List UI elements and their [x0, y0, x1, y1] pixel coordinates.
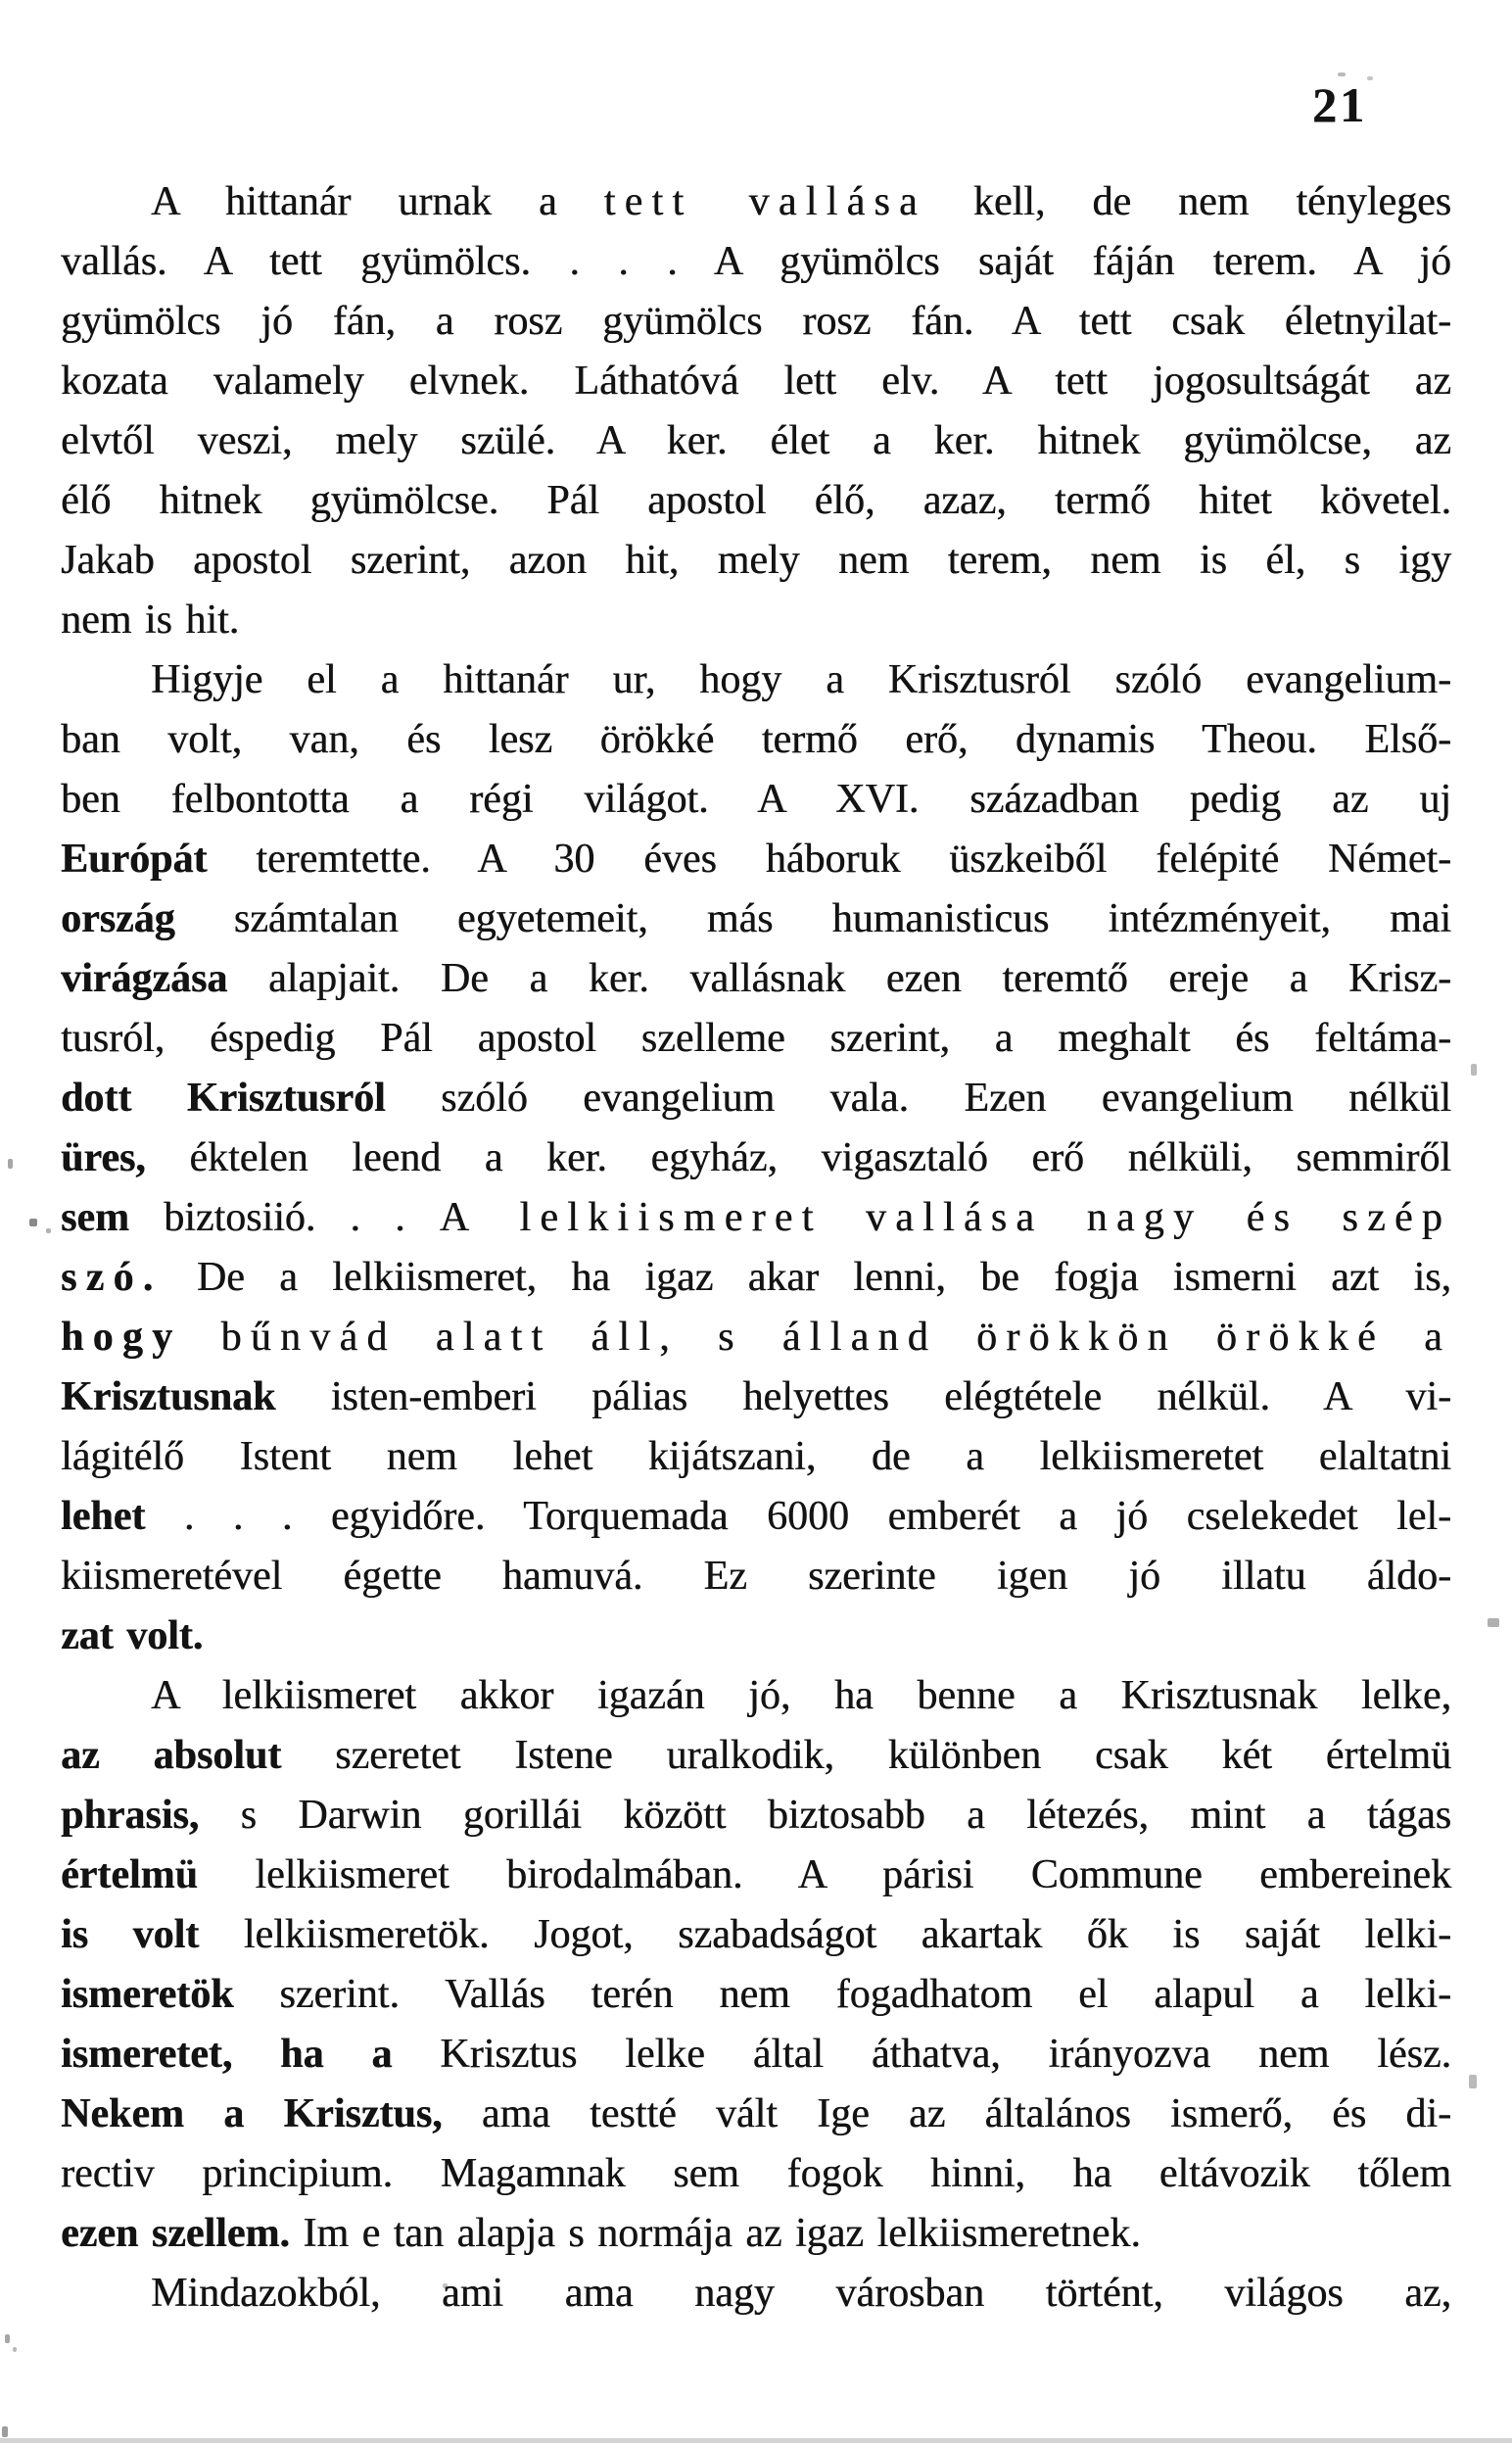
- text-segment: üres,: [61, 1135, 146, 1180]
- text-line: [61, 411, 1451, 471]
- text-segment: is volt: [61, 1912, 200, 1957]
- text-segment: lágitélő Istent nem lehet kijátszani, de a lelkiismeretet elaltatni: [61, 1434, 1451, 1479]
- text-segment: kozata valamely elvnek. Láthatóvá lett elv. A tett jogosultságát az: [61, 359, 1451, 404]
- text-line: [61, 830, 1451, 889]
- text-line: [61, 232, 1451, 292]
- text-segment: Mindazokból, ami ama nagy városban történt, világos az,: [151, 2271, 1451, 2316]
- text-segment: tett vallása: [603, 179, 926, 224]
- text-line: [61, 889, 1451, 949]
- scan-speck: [443, 2283, 448, 2288]
- text-line: [61, 1367, 1451, 1427]
- text-segment: ismeretet, ha a: [61, 2032, 393, 2077]
- scan-speck: [1471, 1064, 1477, 1076]
- text-line: [61, 1308, 1451, 1367]
- text-segment: ismeretök: [61, 1972, 234, 2017]
- text-line: [61, 2085, 1451, 2144]
- text-segment: phrasis,: [61, 1793, 200, 1838]
- text-segment: Higyje el a hittanár ur, hogy a Krisztusról szóló evangelium-: [151, 657, 1451, 702]
- text-line: [61, 2264, 1451, 2324]
- text-segment: szóló evangelium vala. Ezen evangelium nélkül: [385, 1076, 1452, 1121]
- text-line: [61, 650, 1451, 710]
- scan-speck: [8, 1159, 13, 1169]
- text-line: [61, 1427, 1451, 1487]
- page-bottom-edge-line: [0, 2438, 1512, 2443]
- text-segment: tusról, éspedig Pál apostol szelleme szerint, a meghalt és feltáma-: [61, 1016, 1451, 1061]
- text-segment: szerint. Vallás terén nem fogadhatom el alapul a lelki-: [233, 1972, 1451, 2017]
- scan-speck: [46, 1228, 51, 1233]
- text-segment: zat volt.: [61, 1613, 204, 1658]
- page-number: 21: [1312, 77, 1367, 132]
- text-segment: virágzása: [61, 956, 228, 1001]
- text-line: [61, 1487, 1451, 1547]
- text-segment: A lelkiismeret akkor igazán jó, ha benne a Krisztusnak lelke,: [151, 1673, 1451, 1718]
- text-line: [61, 1965, 1451, 2025]
- text-line: [61, 1666, 1451, 1726]
- scan-speck: [13, 2347, 17, 2352]
- text-segment: kiismeretével égette hamuvá. Ez szerinte igen jó illatu áldo-: [61, 1554, 1451, 1599]
- text-segment: ban volt, van, és lesz örökké termő erő, dynamis Theou. Első-: [61, 717, 1451, 762]
- text-segment: az absolut: [61, 1733, 282, 1778]
- text-segment: ország: [61, 896, 175, 941]
- text-segment: Nekem a Krisztus,: [61, 2091, 443, 2136]
- text-segment: bűnvád alatt áll, s álland örökkön örökké a: [181, 1315, 1451, 1360]
- text-segment: elvtől veszi, mely szülé. A ker. élet a ker. hitnek gyümölcse, az: [61, 418, 1451, 463]
- scan-speck: [1338, 72, 1346, 76]
- text-segment: ezen szellem.: [61, 2211, 290, 2256]
- text-segment: ama testté vált Ige az általános ismerő, és di-: [442, 2091, 1451, 2136]
- text-segment: lelkiismeretök. Jogot, szabadságot akartak ők is saját lelki-: [199, 1912, 1451, 1957]
- text-line: [61, 292, 1451, 352]
- text-line: [61, 1009, 1451, 1069]
- text-line: [61, 172, 1451, 232]
- text-segment: Im e tan alapja s normája az igaz lelkiismeretnek.: [289, 2211, 1141, 2256]
- text-segment: vallás. A tett gyümölcs. . . . A gyümölcs saját fáján terem. A jó: [61, 239, 1451, 284]
- text-segment: éktelen leend a ker. egyház, vigasztaló erő nélküli, semmiről: [145, 1135, 1451, 1180]
- text-line: [61, 1188, 1451, 1248]
- text-segment: kell, de nem tényleges: [925, 179, 1451, 224]
- text-line: [61, 1128, 1451, 1188]
- text-segment: ben felbontotta a régi világot. A XVI. században pedig az uj: [61, 777, 1451, 822]
- text-line: [61, 1786, 1451, 1846]
- text-segment: Krisztus lelke által áthatva, irányozva nem lész.: [392, 2032, 1451, 2077]
- text-segment: szó.: [61, 1255, 163, 1300]
- text-segment: alapjait. De a ker. vallásnak ezen teremtő ereje a Krisz-: [227, 956, 1451, 1001]
- text-segment: s Darwin gorillái között biztosabb a létezés, mint a tágas: [199, 1793, 1451, 1838]
- text-segment: lehet: [61, 1494, 146, 1539]
- text-segment: hogy: [61, 1315, 182, 1360]
- scan-speck: [1488, 1618, 1499, 1627]
- text-line: [61, 471, 1451, 531]
- text-segment: élő hitnek gyümölcse. Pál apostol élő, azaz, termő hitet követel.: [61, 478, 1451, 523]
- text-line: [61, 1607, 1451, 1666]
- text-line: [61, 1846, 1451, 1905]
- text-line: [61, 1547, 1451, 1607]
- text-line: [61, 1069, 1451, 1128]
- text-segment: De a lelkiismeret, ha igaz akar lenni, be fogja ismerni azt is,: [162, 1255, 1451, 1300]
- text-segment: teremtette. A 30 éves háboruk üszkeiből felépité Német-: [207, 837, 1451, 882]
- scan-speck: [5, 2334, 10, 2343]
- text-line: [61, 352, 1451, 411]
- text-line: [61, 1905, 1451, 1965]
- text-segment: sem: [61, 1195, 129, 1240]
- text-segment: számtalan egyetemeit, más humanisticus intézményeit, mai: [174, 896, 1451, 941]
- text-line: [61, 770, 1451, 830]
- text-segment: szeretet Istene uralkodik, különben csak két értelmü: [281, 1733, 1451, 1778]
- text-line: [61, 2025, 1451, 2085]
- text-segment: gyümölcs jó fán, a rosz gyümölcs rosz fán. A tett csak életnyilat-: [61, 299, 1451, 344]
- text-segment: dott Krisztusról: [61, 1076, 386, 1121]
- text-segment: lelkiismeret birodalmában. A párisi Commune embereinek: [197, 1852, 1451, 1897]
- text-segment: isten-emberi pálias helyettes elégtétele nélkül. A vi-: [275, 1374, 1451, 1419]
- text-line: [61, 2204, 1451, 2264]
- text-segment: nem is hit.: [61, 598, 240, 643]
- text-line: [61, 1248, 1451, 1308]
- text-segment: . . . egyidőre. Torquemada 6000 emberét a jó cselekedet lel-: [145, 1494, 1451, 1539]
- text-segment: Krisztusnak: [61, 1374, 276, 1419]
- scan-speck: [1367, 76, 1373, 80]
- text-line: [61, 710, 1451, 770]
- scan-speck: [29, 1219, 37, 1226]
- text-line: [61, 591, 1451, 650]
- text-line: [61, 949, 1451, 1009]
- text-segment: Európát: [61, 837, 208, 882]
- text-segment: Jakab apostol szerint, azon hit, mely nem terem, nem is él, s igy: [61, 538, 1451, 583]
- text-line: [61, 1726, 1451, 1786]
- scan-speck: [2, 2426, 8, 2437]
- text-segment: A lelkiismeret vallása nagy és szép: [439, 1195, 1452, 1240]
- scan-speck: [1469, 2075, 1477, 2088]
- text-line: [61, 531, 1451, 591]
- text-segment: A hittanár urnak a: [151, 179, 604, 224]
- text-line: [61, 2144, 1451, 2204]
- text-block: [61, 172, 1451, 2324]
- text-segment: rectiv principium. Magamnak sem fogok hinni, ha eltávozik tőlem: [61, 2151, 1451, 2196]
- text-segment: biztosiió. . .: [128, 1195, 440, 1240]
- text-segment: értelmü: [61, 1852, 198, 1897]
